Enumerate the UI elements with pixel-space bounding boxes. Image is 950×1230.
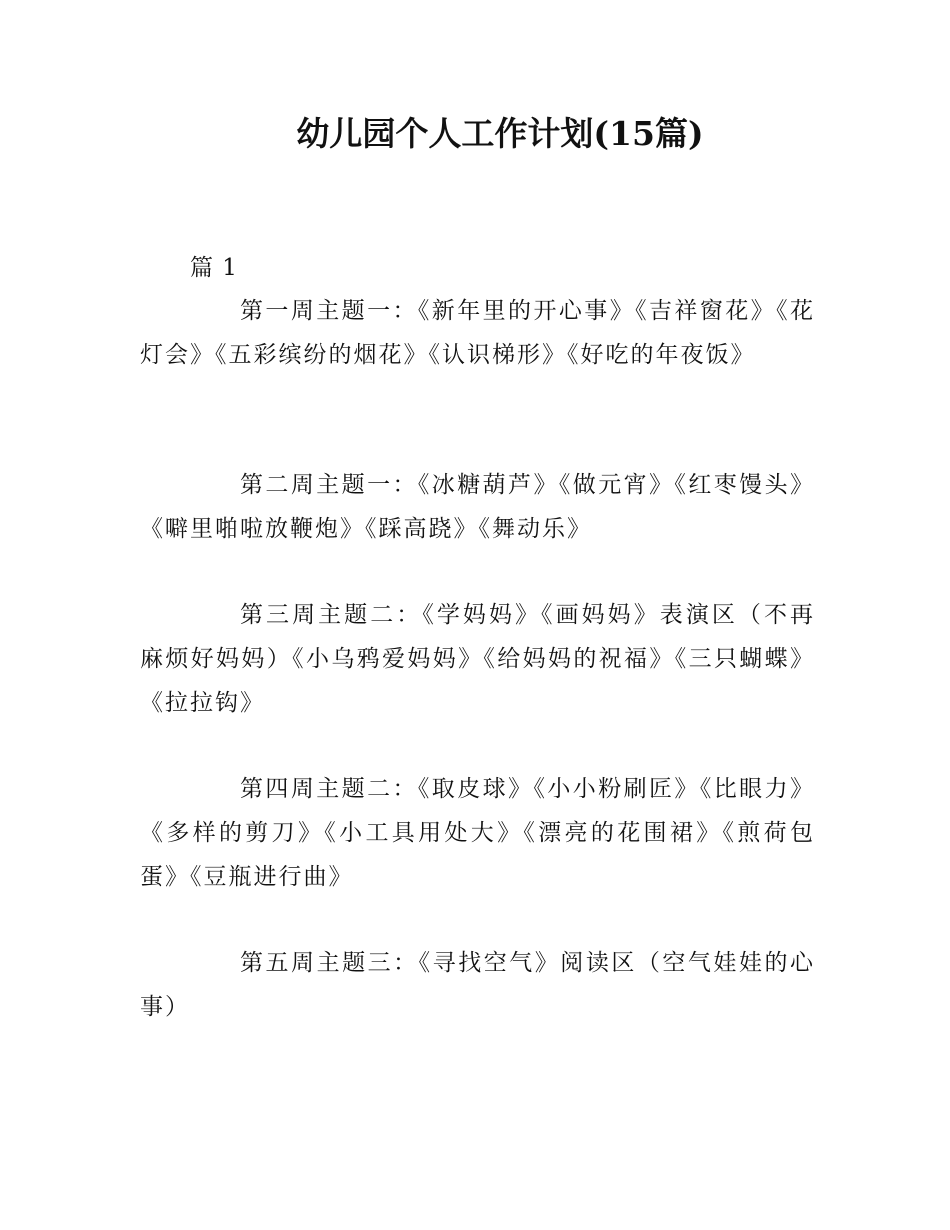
paragraph-week-5: 第五周主题三：《寻找空气》阅读区（空气娃娃的心事）	[140, 950, 815, 1020]
paragraph-week-3: 第三周主题二：《学妈妈》《画妈妈》表演区（不再麻烦好妈妈）《小乌鸦爱妈妈》《给妈妈的祝福》《三只蝴蝶》《拉拉钩》	[140, 602, 815, 716]
section-label: 篇 1	[190, 255, 238, 281]
paragraph-week-2: 第二周主题一：《冰糖葫芦》《做元宵》《红枣馒头》《噼里啪啦放鞭炮》《踩高跷》《舞动乐》	[140, 472, 815, 542]
paragraph-week-1: 第一周主题一：《新年里的开心事》《吉祥窗花》《花灯会》《五彩缤纷的烟花》《认识梯形》《好吃的年夜饭》	[140, 298, 815, 368]
paragraph-week-4: 第四周主题二：《取皮球》《小小粉刷匠》《比眼力》《多样的剪刀》《小工具用处大》《漂亮的花围裙》《煎荷包蛋》《豆瓶进行曲》	[140, 776, 815, 890]
document-title: 幼儿园个人工作计划(15篇)	[296, 114, 704, 153]
